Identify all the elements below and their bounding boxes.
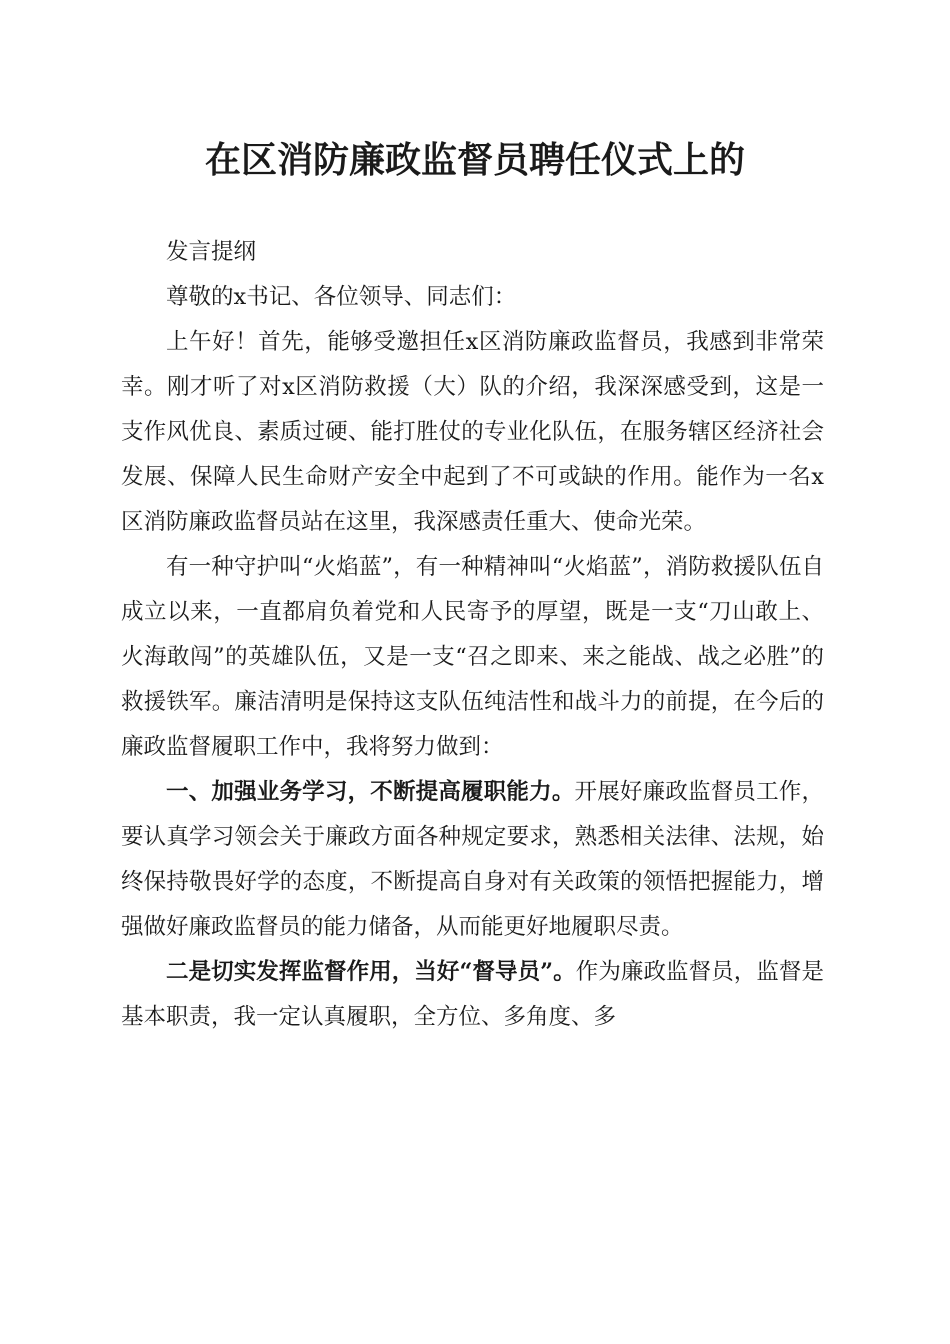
paragraph-salutation: 尊敬的x书记、各位领导、同志们： bbox=[166, 284, 517, 310]
paragraph-subtitle: 发言提纲 bbox=[166, 239, 257, 265]
point-two-text: 作为廉政监督员，监督是基本职责，我一定认真履职，全方位、多角度、多 bbox=[121, 959, 824, 1030]
paragraph-fire-blue: 有一种守护叫“火焰蓝”，有一种精神叫“火焰蓝”，消防救援队伍自成立以来，一直都肩负着党和人民寄予的厚望，既是一支“刀山敢上、火海敢闯”的英雄队伍，又是一支“召之即来、来之能战、战之必胜”的救援铁军。廉洁清明是保持这支队伍纯洁性和战斗力的前提，在今后的廉政监督履职工作中，我将努力做到： bbox=[121, 554, 824, 760]
point-two-heading: 二是切实发挥监督作用，当好“督导员”。 bbox=[166, 959, 576, 985]
paragraph-point-two bbox=[121, 950, 824, 1040]
document-title: 在区消防廉政监督员聘任仪式上的 bbox=[204, 139, 745, 181]
paragraph-opening: 上午好！首先，能够受邀担任x区消防廉政监督员，我感到非常荣幸。刚才听了对x区消防救援（大）队的介绍，我深深感受到，这是一支作风优良、素质过硬、能打胜仗的专业化队伍，在服务辖区经济社会发展、保障人民生命财产安全中起到了不可或缺的作用。能作为一名x区消防廉政监督员站在这里，我深感责任重大、使命光荣。 bbox=[121, 329, 824, 535]
point-one-text: 开展好廉政监督员工作，要认真学习领会关于廉政方面各种规定要求，熟悉相关法律、法规，始终保持敬畏好学的态度，不断提高自身对有关政策的领悟把握能力，增强做好廉政监督员的能力储备，从而能更好地履职尽责。 bbox=[121, 779, 824, 940]
paragraph-point-one bbox=[121, 770, 824, 950]
point-one-heading: 一、加强业务学习，不断提高履职能力。 bbox=[166, 779, 575, 805]
document-body bbox=[121, 230, 824, 1040]
